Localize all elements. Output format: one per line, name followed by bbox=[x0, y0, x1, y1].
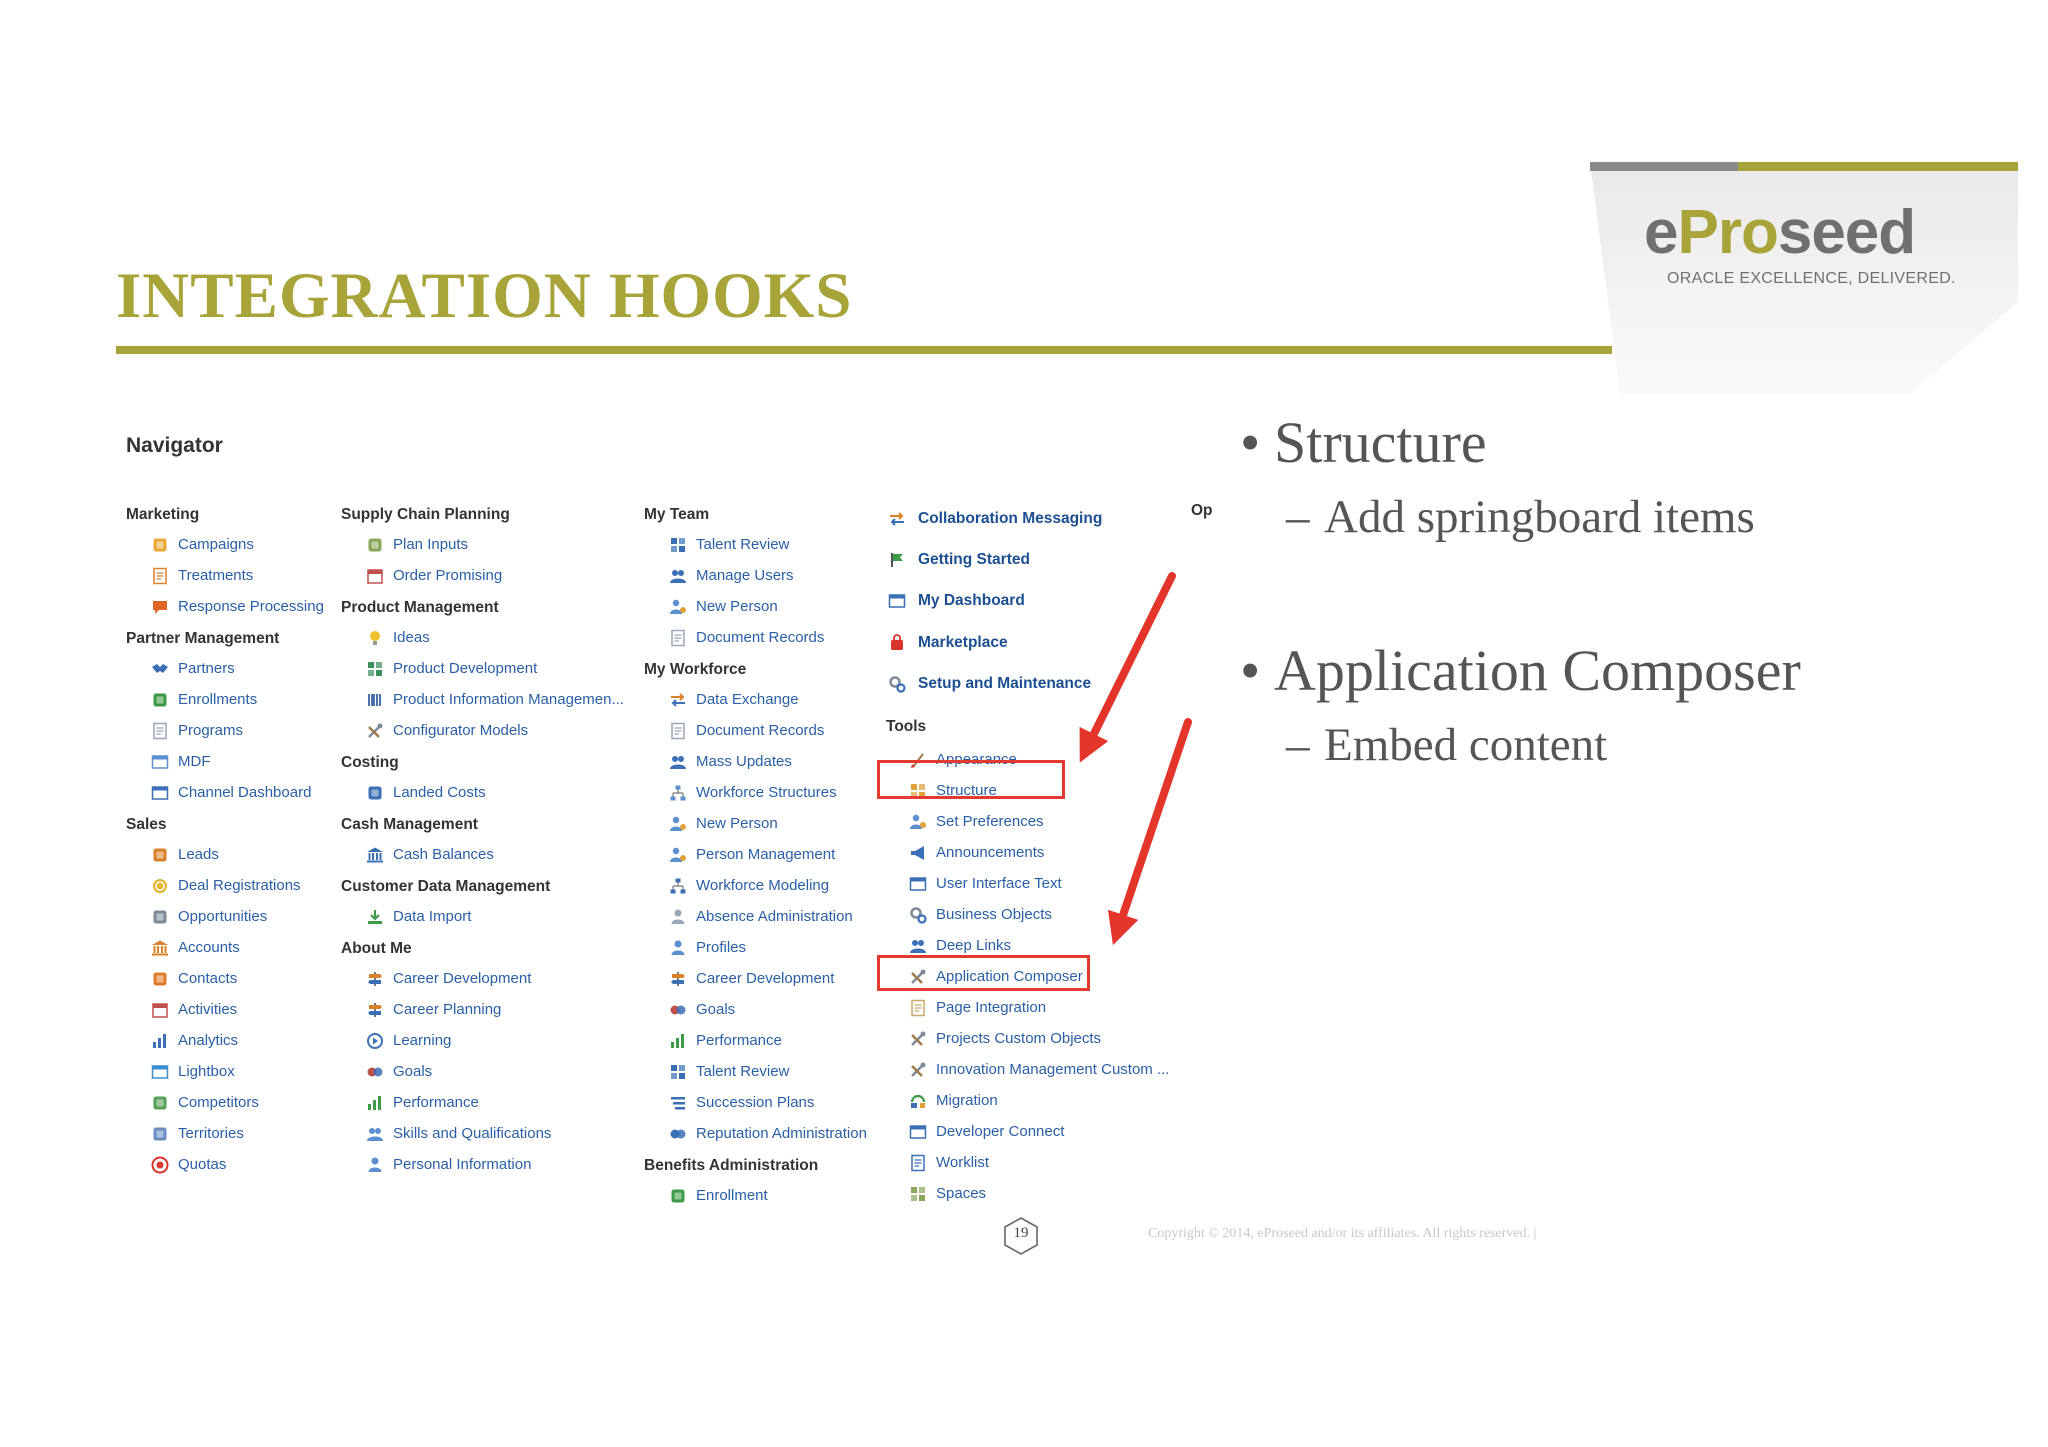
sub-bullet-springboard: – Add springboard items bbox=[1286, 491, 1755, 543]
nav-link-label: Ideas bbox=[393, 629, 430, 646]
nav-link-label: New Person bbox=[696, 598, 778, 615]
nav-link-label: Skills and Qualifications bbox=[393, 1125, 552, 1142]
nav-link-label: Announcements bbox=[936, 844, 1045, 862]
nav-link-label: Career Development bbox=[393, 970, 532, 987]
nav-link-label: Enrollments bbox=[178, 691, 258, 708]
annotation-arrows bbox=[116, 418, 1218, 1218]
navigator-screenshot bbox=[116, 418, 1218, 1218]
nav-link-label: MDF bbox=[178, 753, 211, 770]
section-heading-supply-chain-planning: Supply Chain Planning bbox=[341, 506, 510, 523]
nav-link-label: Marketplace bbox=[918, 633, 1008, 651]
nav-link-label: My Dashboard bbox=[918, 592, 1025, 610]
nav-link-label: Landed Costs bbox=[393, 784, 486, 801]
overflow-column-heading: Op bbox=[1191, 502, 1213, 519]
nav-link-label: Mass Updates bbox=[696, 753, 792, 770]
nav-link-label: Succession Plans bbox=[696, 1094, 815, 1111]
nav-link-label: Migration bbox=[936, 1092, 998, 1110]
nav-link-label: Product Information Managemen... bbox=[393, 691, 624, 708]
nav-link-label: Person Management bbox=[696, 846, 836, 863]
section-heading-about-me: About Me bbox=[341, 940, 412, 957]
nav-link-label: Career Planning bbox=[393, 1001, 502, 1018]
nav-link-label: Set Preferences bbox=[936, 813, 1044, 831]
nav-link-label: Product Development bbox=[393, 660, 538, 677]
nav-link-label: Career Development bbox=[696, 970, 835, 987]
nav-link-label: Business Objects bbox=[936, 906, 1052, 924]
nav-link-label: Partners bbox=[178, 660, 235, 677]
nav-link-label: Talent Review bbox=[696, 536, 790, 553]
section-heading-partner-management: Partner Management bbox=[126, 630, 280, 647]
section-heading-my-workforce: My Workforce bbox=[644, 661, 747, 678]
nav-link-label: Data Import bbox=[393, 908, 472, 925]
section-heading-sales: Sales bbox=[126, 816, 167, 833]
section-heading-costing: Costing bbox=[341, 754, 399, 771]
nav-link-label: Profiles bbox=[696, 939, 747, 956]
nav-link-label: Leads bbox=[178, 846, 219, 863]
nav-link-label: Worklist bbox=[936, 1154, 990, 1172]
nav-link-label: New Person bbox=[696, 815, 778, 832]
nav-link-label: Performance bbox=[696, 1032, 782, 1049]
nav-link-label: User Interface Text bbox=[936, 875, 1062, 893]
nav-link-label: Document Records bbox=[696, 722, 825, 739]
nav-link-label: Personal Information bbox=[393, 1156, 532, 1173]
nav-link-label: Deal Registrations bbox=[178, 877, 301, 894]
nav-link-label: Quotas bbox=[178, 1156, 227, 1173]
arrow-to-structure bbox=[1084, 576, 1172, 754]
nav-link-label: Accounts bbox=[178, 939, 240, 956]
section-heading-marketing: Marketing bbox=[126, 506, 200, 523]
nav-link-label: Order Promising bbox=[393, 567, 503, 584]
nav-link-label: Plan Inputs bbox=[393, 536, 469, 553]
nav-link-label: Performance bbox=[393, 1094, 479, 1111]
sub-bullet-embed-content: – Embed content bbox=[1286, 719, 1608, 771]
nav-link-label: Goals bbox=[393, 1063, 433, 1080]
nav-link-label: Absence Administration bbox=[696, 908, 853, 925]
nav-link-label: Configurator Models bbox=[393, 722, 529, 739]
section-heading-my-team: My Team bbox=[644, 506, 710, 523]
nav-link-label: Projects Custom Objects bbox=[936, 1030, 1102, 1048]
arrow-to-application-composer bbox=[1116, 722, 1188, 936]
nav-link-label: Goals bbox=[696, 1001, 736, 1018]
nav-link-label: Territories bbox=[178, 1125, 244, 1142]
nav-link-label: Getting Started bbox=[918, 550, 1030, 568]
nav-link-label: Workforce Structures bbox=[696, 784, 837, 801]
nav-link-label: Response Processing bbox=[178, 598, 324, 615]
nav-link-label: Appearance bbox=[936, 751, 1017, 769]
nav-link-label: Activities bbox=[178, 1001, 238, 1018]
nav-link-label: Document Records bbox=[696, 629, 825, 646]
section-heading-product-management: Product Management bbox=[341, 599, 499, 616]
page-number: 19 bbox=[1013, 1225, 1029, 1241]
slide-title: INTEGRATION HOOKS bbox=[116, 260, 853, 332]
copyright-notice: Copyright © 2014, eProseed and/or its affiliates. All rights reserved. | bbox=[1148, 1226, 1537, 1241]
section-heading-customer-data-management: Customer Data Management bbox=[341, 878, 551, 895]
nav-link-label: Opportunities bbox=[178, 908, 268, 925]
nav-link-label: Campaigns bbox=[178, 536, 254, 553]
nav-link-label: Talent Review bbox=[696, 1063, 790, 1080]
nav-link-label: Treatments bbox=[178, 567, 254, 584]
section-heading-tools: Tools bbox=[886, 718, 927, 736]
title-underline bbox=[116, 346, 1612, 354]
nav-link-label: Application Composer bbox=[936, 968, 1083, 986]
eproseed-logo: eProseed bbox=[1644, 198, 1916, 267]
nav-link-label: Setup and Maintenance bbox=[918, 674, 1092, 692]
nav-link-label: Spaces bbox=[936, 1185, 987, 1203]
nav-link-label: Manage Users bbox=[696, 567, 794, 584]
section-heading-cash-management: Cash Management bbox=[341, 816, 478, 833]
nav-link-label: Data Exchange bbox=[696, 691, 799, 708]
nav-link-label: Cash Balances bbox=[393, 846, 494, 863]
nav-link-label: Analytics bbox=[178, 1032, 239, 1049]
nav-link-label: Channel Dashboard bbox=[178, 784, 312, 801]
nav-link-label: Enrollment bbox=[696, 1187, 768, 1204]
bullet-application-composer: • Application Composer bbox=[1240, 638, 1801, 703]
nav-link-label: Lightbox bbox=[178, 1063, 235, 1080]
nav-link-label: Workforce Modeling bbox=[696, 877, 830, 894]
nav-link-label: Innovation Management Custom ... bbox=[936, 1061, 1170, 1079]
nav-link-label: Programs bbox=[178, 722, 244, 739]
nav-link-label: Competitors bbox=[178, 1094, 259, 1111]
nav-link-label: Learning bbox=[393, 1032, 452, 1049]
navigator-title: Navigator bbox=[126, 434, 223, 457]
bullet-structure: • Structure bbox=[1240, 410, 1487, 475]
nav-link-label: Developer Connect bbox=[936, 1123, 1065, 1141]
nav-link-label: Page Integration bbox=[936, 999, 1047, 1017]
nav-link-label: Deep Links bbox=[936, 937, 1012, 955]
nav-link-label: Collaboration Messaging bbox=[918, 509, 1103, 527]
nav-link-label: Structure bbox=[936, 782, 997, 800]
nav-link-label: Reputation Administration bbox=[696, 1125, 867, 1142]
logo-tagline: ORACLE EXCELLENCE, DELIVERED. bbox=[1667, 270, 1956, 287]
section-heading-benefits-administration: Benefits Administration bbox=[644, 1157, 819, 1174]
nav-link-label: Contacts bbox=[178, 970, 238, 987]
